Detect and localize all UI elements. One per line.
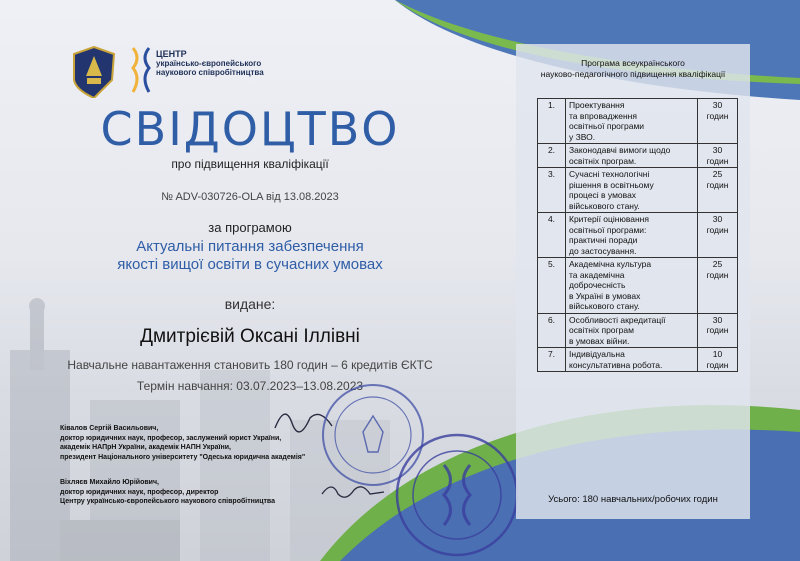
module-number: 2. bbox=[538, 144, 566, 168]
module-name-line: рішення в освітньому bbox=[569, 179, 654, 190]
table-row bbox=[538, 168, 738, 213]
module-name-line: в умовах війни. bbox=[569, 335, 630, 346]
center-logo-text bbox=[156, 50, 264, 77]
module-hours-line: 30 bbox=[712, 314, 723, 325]
module-name-line: Законодавчі вимоги щодо bbox=[569, 145, 671, 155]
signatory-block-1 bbox=[60, 424, 305, 462]
module-hours bbox=[698, 144, 738, 168]
module-name bbox=[566, 168, 698, 213]
module-hours-line: 30 bbox=[712, 100, 723, 110]
module-name-line: військового стану. bbox=[569, 301, 640, 311]
module-name-line: Проектування bbox=[569, 100, 625, 110]
module-number: 4. bbox=[538, 213, 566, 258]
table-row bbox=[538, 313, 738, 348]
signatory-block-2 bbox=[60, 478, 275, 507]
module-name-line: освітньої програми bbox=[569, 121, 645, 131]
module-hours-line: 25 bbox=[712, 169, 723, 179]
program-label: за програмою bbox=[208, 220, 292, 235]
module-name-line: Критерії оцінювання bbox=[569, 214, 649, 224]
module-number: 7. bbox=[538, 348, 566, 372]
module-name-line: процесі в умовах bbox=[569, 190, 637, 200]
module-name-line: Академічна культура bbox=[569, 259, 652, 269]
module-hours-line: годин bbox=[706, 155, 729, 166]
module-name-line: у ЗВО. bbox=[569, 131, 596, 142]
module-hours-line: годин bbox=[706, 325, 729, 335]
module-hours-line: годин bbox=[706, 179, 729, 190]
table-row bbox=[538, 348, 738, 372]
program-name-line: Актуальні питання забезпечення bbox=[136, 238, 364, 255]
module-name-line: доброчесність bbox=[569, 280, 626, 290]
signatory-line: доктор юридичних наук, професор, директор bbox=[60, 488, 219, 496]
module-name-line: в Україні в умовах bbox=[569, 290, 641, 301]
module-name-line: консультативна робота. bbox=[569, 359, 663, 370]
center-logo-icon bbox=[130, 44, 152, 96]
module-number: 5. bbox=[538, 258, 566, 314]
module-hours-line: 30 bbox=[712, 145, 723, 155]
module-number: 6. bbox=[538, 313, 566, 348]
university-seal-logo bbox=[72, 46, 116, 98]
recipient-name: Дмитрієвій Оксані Іллівні bbox=[140, 326, 360, 347]
table-row bbox=[538, 144, 738, 168]
signatory-line: Ківалов Сергій Васильович, bbox=[60, 425, 159, 432]
study-load: Навчальне навантаження становить 180 годин – 6 кредитів ЄКТС bbox=[67, 358, 433, 372]
signatory-line: Віхляєв Михайло Юрійович, bbox=[60, 479, 159, 486]
program-panel-title bbox=[516, 58, 750, 80]
signatory-line: академік НАПрН України, академік НАПН України, bbox=[60, 444, 231, 451]
module-hours-line: 30 bbox=[712, 214, 723, 224]
module-name-line: Сучасні технологічні bbox=[569, 169, 650, 179]
module-hours bbox=[698, 258, 738, 314]
module-name-line: освітніх програм. bbox=[569, 155, 637, 166]
module-name-line: та академічна bbox=[569, 269, 625, 280]
module-name bbox=[566, 258, 698, 314]
module-name-line: та впровадження bbox=[569, 110, 637, 121]
module-name-line: Особливості акредитації bbox=[569, 314, 666, 325]
panel-title-line: Програма всеукраїнського bbox=[581, 58, 685, 68]
module-name-line: практичні поради bbox=[569, 235, 638, 245]
module-name-line: військового стану. bbox=[569, 200, 640, 211]
center-logo-line: наукового співробітництва bbox=[156, 68, 264, 77]
module-hours bbox=[698, 168, 738, 213]
certificate-number: № ADV-030726-OLA від 13.08.2023 bbox=[161, 191, 339, 203]
program-name bbox=[0, 238, 500, 274]
issued-label: видане: bbox=[224, 296, 276, 312]
signatory-line: доктор юридичних наук, професор, заслужений юрист України, bbox=[60, 434, 282, 442]
center-logo-line: ЦЕНТР bbox=[156, 49, 187, 59]
module-name bbox=[566, 348, 698, 372]
certificate-subtitle: про підвищення кваліфікації bbox=[171, 157, 329, 171]
module-name bbox=[566, 313, 698, 348]
module-name bbox=[566, 99, 698, 144]
center-stamp-image bbox=[392, 430, 522, 560]
center-logo-line: українсько-європейського bbox=[156, 59, 262, 68]
module-hours-line: годин bbox=[706, 359, 729, 370]
module-hours-line: годин bbox=[706, 110, 729, 121]
table-row bbox=[538, 99, 738, 144]
module-name bbox=[566, 144, 698, 168]
module-hours bbox=[698, 213, 738, 258]
program-name-line: якості вищої освіти в сучасних умовах bbox=[117, 256, 383, 273]
module-number: 3. bbox=[538, 168, 566, 213]
table-row bbox=[538, 213, 738, 258]
module-hours bbox=[698, 348, 738, 372]
table-row bbox=[538, 258, 738, 314]
module-number: 1. bbox=[538, 99, 566, 144]
module-hours-line: годин bbox=[706, 269, 729, 280]
modules-table bbox=[537, 98, 738, 372]
module-hours bbox=[698, 99, 738, 144]
signatory-line: президент Національного університету "Одеська юридична академія" bbox=[60, 453, 306, 461]
module-hours-line: годин bbox=[706, 224, 729, 235]
module-hours bbox=[698, 313, 738, 348]
module-name-line: освітньої програми: bbox=[569, 224, 647, 235]
signatory-line: Центру українсько-європейського наукового співробітництва bbox=[60, 498, 276, 505]
total-hours: Усього: 180 навчальних/робочих годин bbox=[548, 494, 718, 505]
module-hours-line: 10 bbox=[712, 349, 723, 359]
panel-title-line: науково-педагогічного підвищення кваліфікації bbox=[540, 69, 726, 79]
certificate-title: СВІДОЦТВО bbox=[100, 102, 400, 156]
module-name-line: Індивідуальна bbox=[569, 349, 625, 359]
module-hours-line: 25 bbox=[712, 259, 723, 269]
module-name-line: до застосування. bbox=[569, 245, 637, 256]
module-name bbox=[566, 213, 698, 258]
study-term: Термін навчання: 03.07.2023–13.08.2023 bbox=[136, 379, 364, 393]
module-name-line: освітніх програм bbox=[569, 325, 634, 335]
